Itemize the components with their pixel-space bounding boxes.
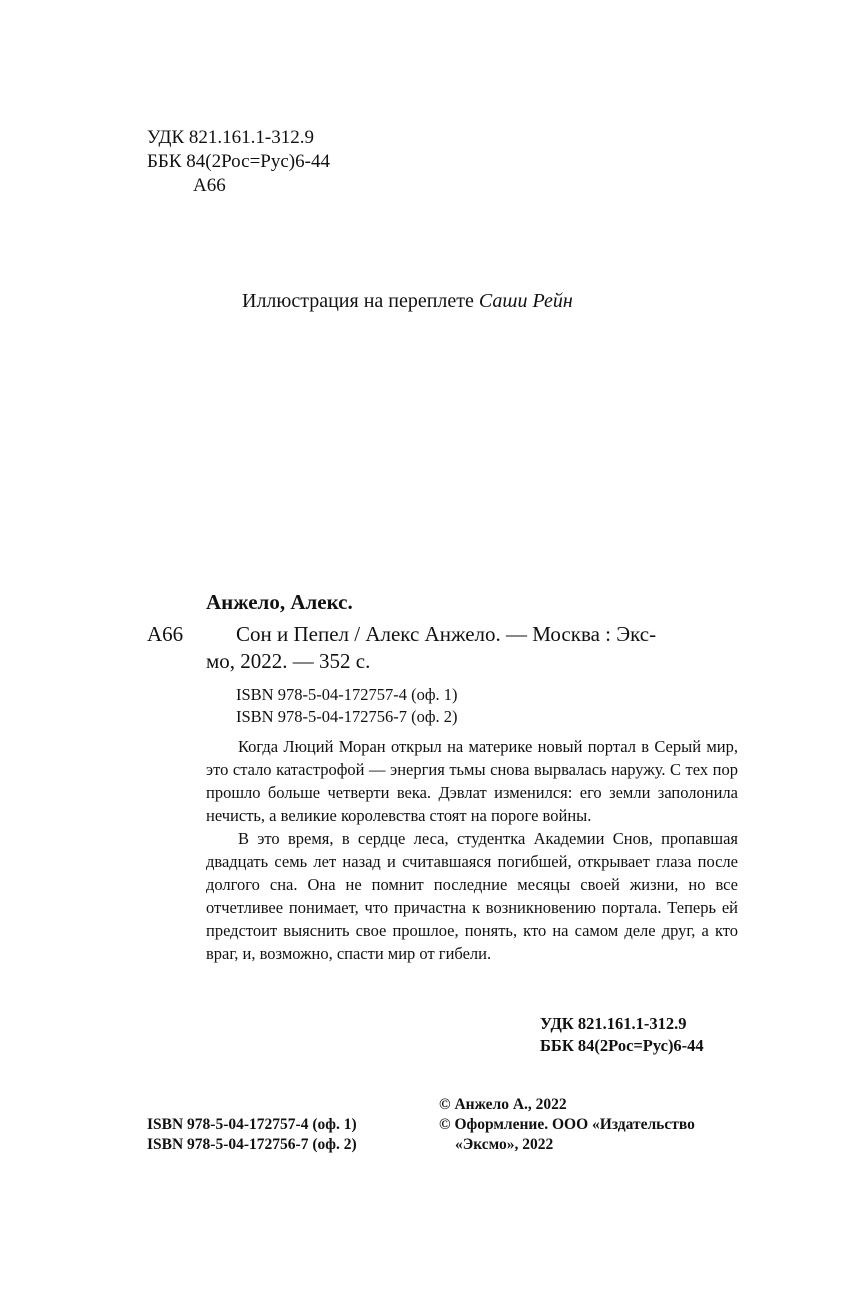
- bibliographic-description-line2: мо, 2022. — 352 с.: [206, 649, 371, 673]
- bbk-code-top: ББК 84(2Рос=Рус)6-44: [147, 151, 330, 172]
- copyright-author: © Анжело А., 2022: [439, 1096, 567, 1113]
- footer-isbn-2: ISBN 978-5-04-172756-7 (оф. 2): [147, 1136, 357, 1153]
- illustrator-name: Саши Рейн: [478, 290, 573, 312]
- author-mark-top: А66: [193, 175, 226, 196]
- isbn-line-1: ISBN 978-5-04-172757-4 (оф. 1): [236, 685, 458, 704]
- author-heading: Анжело, Алекс.: [206, 590, 353, 614]
- author-mark: А66: [147, 622, 184, 646]
- illustration-credit: [242, 288, 573, 314]
- udk-code-top: УДК 821.161.1-312.9: [147, 127, 314, 148]
- annotation-paragraph-1: Когда Люций Моран открыл на материке новый портал в Серый мир, это стало катастрофой — энергия тьмы снова вырвалась наружу. С тех пор прошло больше четверти века. Дэвлат изменился: его земли заполонила нечисть, а великие королевства стоят на пороге войны.: [206, 737, 738, 825]
- footer-isbn-1: ISBN 978-5-04-172757-4 (оф. 1): [147, 1116, 357, 1133]
- bibliographic-description-line1: Сон и Пепел / Алекс Анжело. — Москва : Экс-: [236, 622, 657, 646]
- copyright-design-line1: © Оформление. ООО «Издательство: [439, 1116, 695, 1133]
- copyright-design-line2: «Эксмо», 2022: [455, 1136, 554, 1153]
- annotation-paragraph-2: В это время, в сердце леса, студентка Академии Снов, пропавшая двадцать семь лет назад и считавшаяся погибшей, открывает глаза после долгого сна. Она не помнит последние месяцы своей жизни, но все отчетливее понимает, что причастна к возникновению портала. Теперь ей предстоит выяснить свое прошлое, понять, кто на самом деле друг, а кто враг, и, возможно, спасти мир от гибели.: [206, 829, 738, 963]
- illustration-credit-prefix: Иллюстрация на переплете: [242, 290, 474, 312]
- bbk-code-bottom: ББК 84(2Рос=Рус)6-44: [540, 1036, 704, 1055]
- isbn-line-2: ISBN 978-5-04-172756-7 (оф. 2): [236, 707, 458, 726]
- annotation: [206, 735, 738, 965]
- udk-code-bottom: УДК 821.161.1-312.9: [540, 1014, 687, 1033]
